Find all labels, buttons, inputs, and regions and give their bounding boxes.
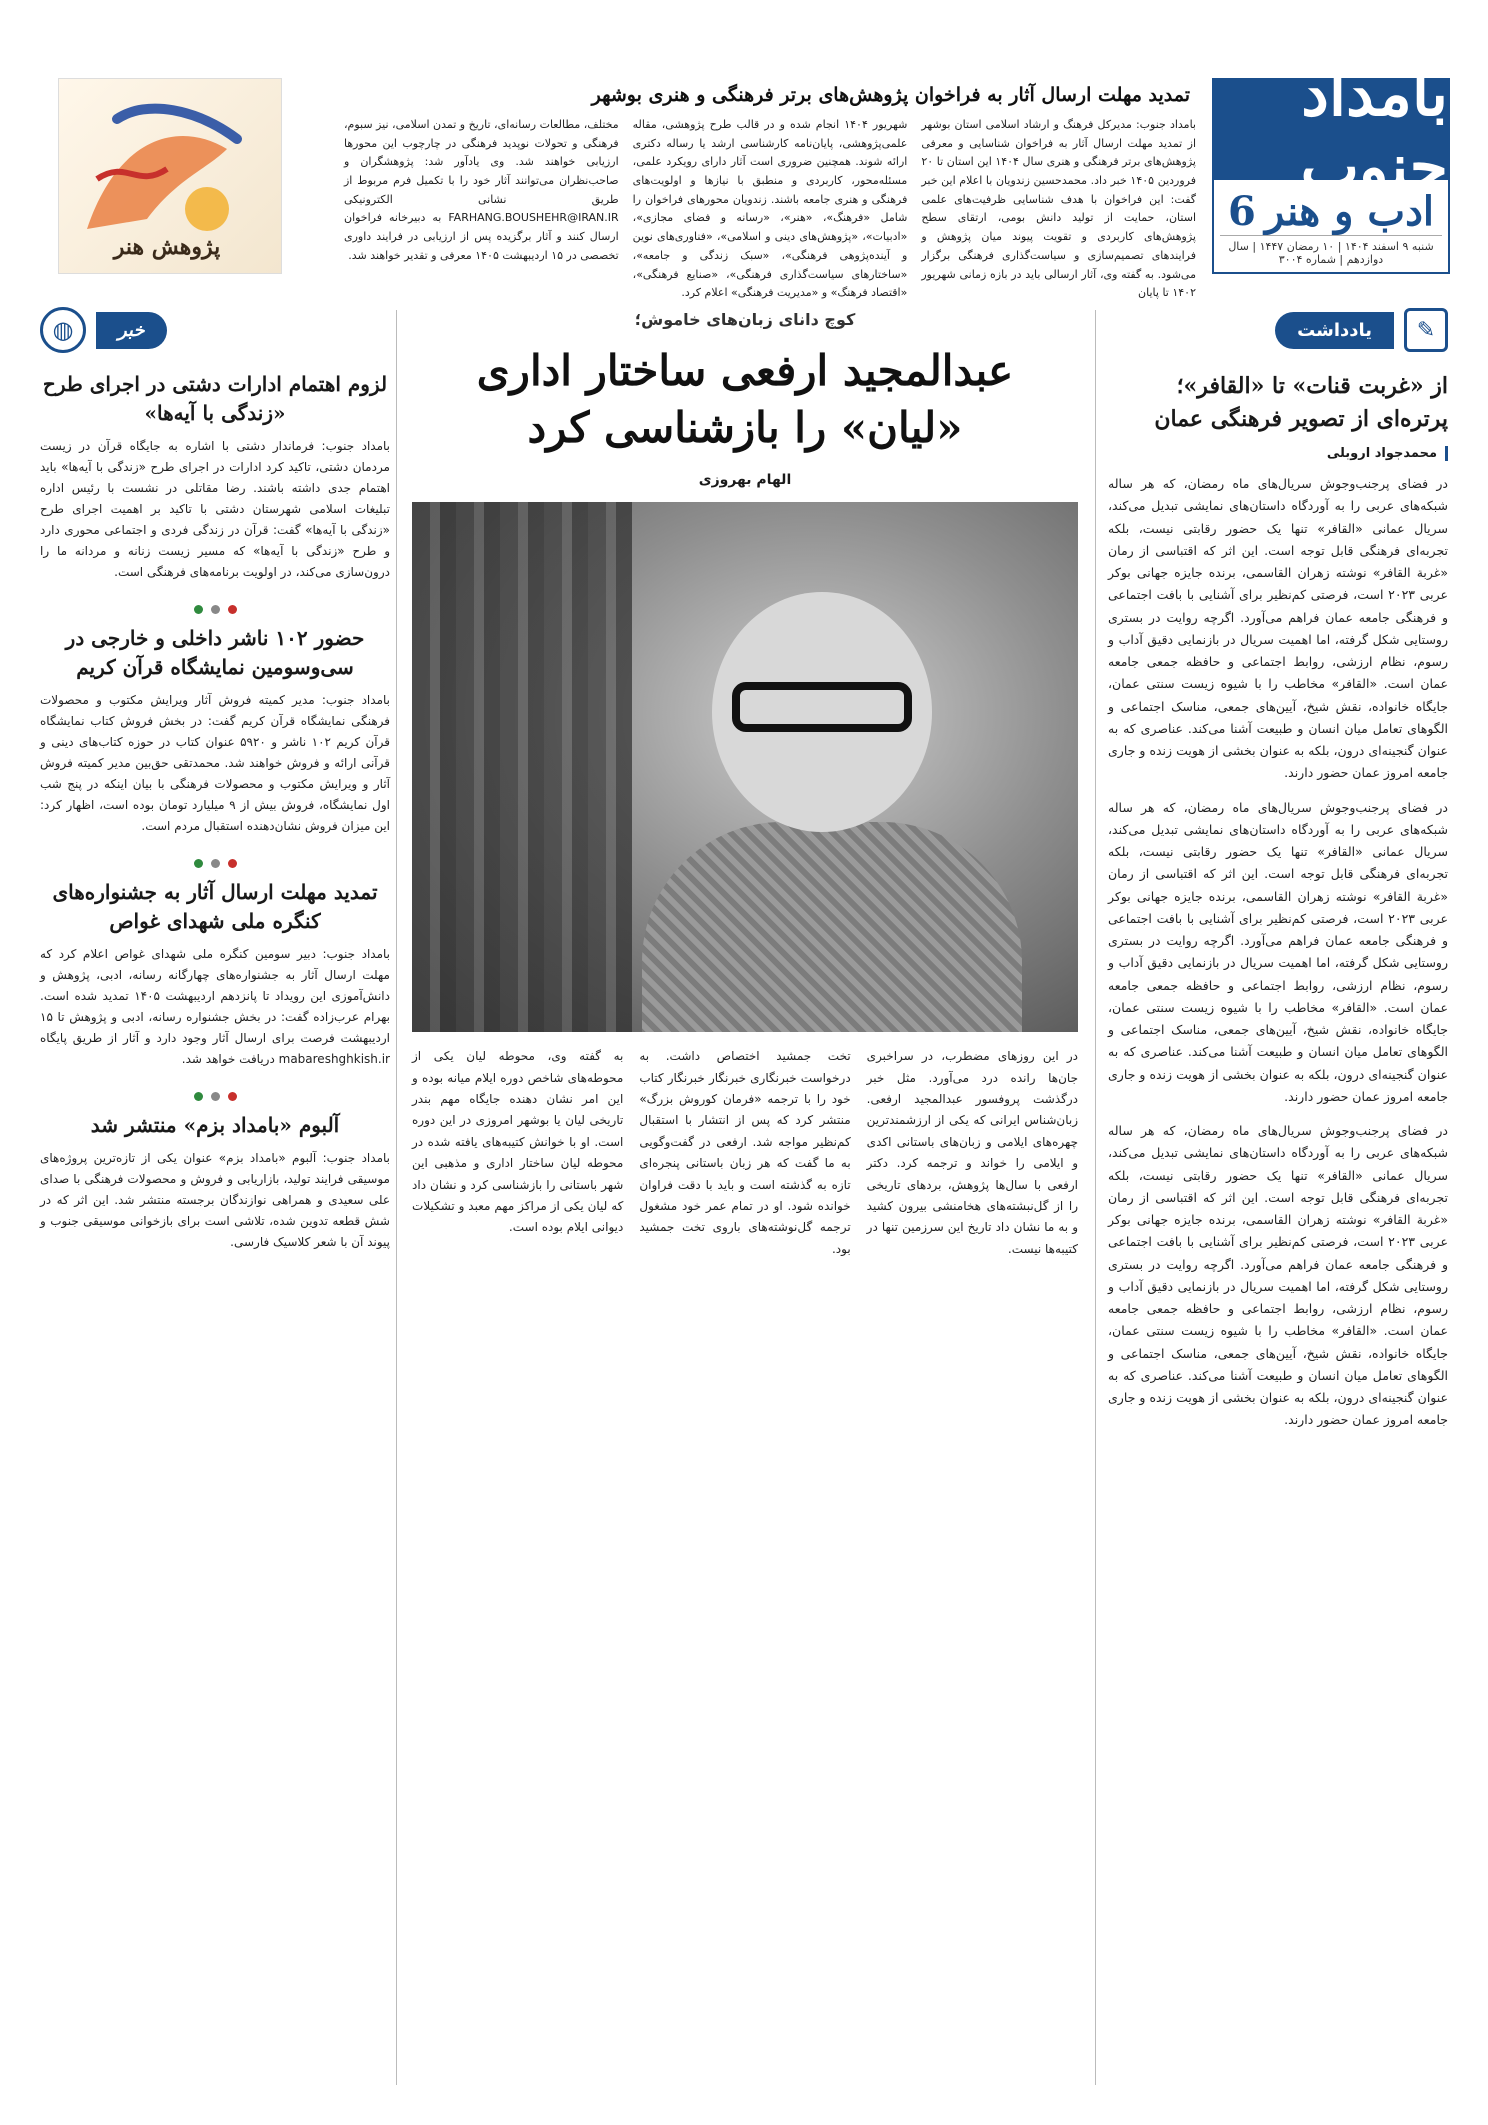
article-kicker: کوچ دانای زبان‌های خاموش؛	[634, 310, 856, 329]
note-section-badge	[1275, 306, 1448, 354]
top-news-col-1: بامداد جنوب: مدیرکل فرهنگ و ارشاد اسلامی استان بوشهر از تمدید مهلت ارسال آثار به فراخوان شناسایی و معرفی پژوهش‌های برتر فرهنگی و هنری سال ۱۴۰۴ این استان تا ۲۰ فروردین ۱۴۰۵ خبر داد. محمدحسین زندویان با اعلام این خبر گفت: این فراخوان با هدف شناسایی ظرفیت‌های علمی استان، حمایت از تولید دانش بومی، ارتقای سطح پژوهش‌های کاربردی و تقویت پیوند میان پژوهش و فرایندهای تصمیم‌سازی و سیاست‌گذاری فرهنگی برگزار می‌شود. به گفته وی، آثار ارسالی باید در بازه زمانی شهریور ۱۴۰۲ تا پایان	[921, 118, 1196, 300]
top-news-title[interactable]: تمدید مهلت ارسال آثار به فراخوان پژوهش‌های برتر فرهنگی و هنری بوشهر	[591, 84, 1190, 106]
opinion-body-cont-2: در فضای پرجنب‌وجوش سریال‌های ماه رمضان، که هر ساله شبکه‌های عربی را به آوردگاه داستان‌های نمایشی تبدیل می‌کند، سریال عمانی «القافر» تنها یک حضور رقابتی نیست، بلکه تجربه‌ای فرهنگی قابل توجه است. این اثر که اقتباسی از رمان «غربة القافر» نوشته زهران القاسمی، برنده جایزه جهانی بوکر عربی ۲۰۲۳ است، فرصتی کم‌نظیر برای آشنایی با بافت اجتماعی و فرهنگی جامعه عمان فراهم می‌آورد. اگرچه روایت در بستری روستایی شکل گرفته، اما اهمیت سریال در بازنمایی دقیق آداب و رسوم، نظام ارزشی، روابط اجتماعی و حافظه جمعی جامعه عمان است. «القافر» مخاطب را با شیوه زیست سنتی عمان، جایگاه خانواده، نقش شیخ، آیین‌های جمعی، مناسک اجتماعی و الگوهای تعامل میان انسان و طبیعت آشنا می‌کند. عناصری که به عنوان گنجینه‌ای درون، بلکه به عنوان بخشی از هویت زنده و جاری جامعه امروز عمان حضور دارند.	[1108, 1123, 1448, 1428]
news-title[interactable]: تمدید مهلت ارسال آثار به جشنواره‌های کنگره ملی شهدای غواص	[52, 880, 378, 933]
article-col-3: به گفته وی، محوطه لیان یکی از محوطه‌های شاخص دوره ایلام میانه بوده و این امر نشان دهنده جایگاه مهم بندر تاریخی لیان یا بوشهر امروزی در این دوره است. او با خوانش کتیبه‌های یافته شده در محوطه لیان ساختار اداری و مذهبی این شهر باستانی را بازشناسی کرد و نشان داد که لیان یکی از مراکز مهم معبد و تشکیلات دیوانی ایلام بوده است.	[412, 1049, 624, 1235]
section-header	[1228, 188, 1434, 235]
page-number: 6	[1228, 188, 1256, 235]
article-col-2: تخت جمشید اختصاص داشت. به درخواست خبرنگاری خبرنگار خبرنگار کتاب خود را با ترجمه «فرمان کوروش بزرگ» منتشر کرد که پس از انتشار با استقبال کم‌نظیر مواجه شد. ارفعی در گفت‌وگویی به ما گفت که هر زبان باستانی پنجره‌ای تازه به گذشته است و باید با دقت فراوان خوانده شود. او در تمام عمر خود مشغول ترجمه گل‌نوشته‌های باروی تخت جمشید بود.	[639, 1049, 851, 1256]
festival-artwork	[58, 78, 282, 274]
news-badge-label[interactable]: خبر	[96, 312, 167, 349]
globe-icon: ◍	[40, 307, 86, 353]
news-item	[40, 1111, 390, 1253]
news-body: بامداد جنوب: مدیر کمیته فروش آثار ویرایش مکتوب و محصولات فرهنگی نمایشگاه قرآن کریم گفت: در بخش فروش کتاب نمایشگاه قرآن کریم ۱۰۲ ناشر و ۵۹۲۰ عنوان کتاب در حوزه کتاب‌های دینی و قرآنی ارائه و فروش خواهند شد. محمدتقی حق‌بین مدیر کمیته فروش آثار و ویرایش مکتوب و محصولات فرهنگی با بیان اینکه در پنج شب اول نمایشگاه، فروش بیش از ۹ میلیارد تومان بوده است، اظهار کرد: این میزان فروش نشان‌دهنده استقبال مردم است.	[40, 693, 391, 833]
photo-subject-glasses	[732, 682, 912, 732]
main-article	[412, 310, 1078, 1260]
opinion-body-cont: در فضای پرجنب‌وجوش سریال‌های ماه رمضان، که هر ساله شبکه‌های عربی را به آوردگاه داستان‌های نمایشی تبدیل می‌کند، سریال عمانی «القافر» تنها یک حضور رقابتی نیست، بلکه تجربه‌ای فرهنگی قابل توجه است. این اثر که اقتباسی از رمان «غربة القافر» نوشته زهران القاسمی، برنده جایزه جهانی بوکر عربی ۲۰۲۳ است، فرصتی کم‌نظیر برای آشنایی با بافت اجتماعی و فرهنگی جامعه عمان فراهم می‌آورد. اگرچه روایت در بستری روستایی شکل گرفته، اما اهمیت سریال در بازنمایی دقیق آداب و رسوم، نظام ارزشی، روابط اجتماعی و حافظه جمعی جامعه عمان است. «القافر» مخاطب را با شیوه زیست سنتی عمان، جایگاه خانواده، نقش شیخ، آیین‌های جمعی، مناسک اجتماعی و الگوهای تعامل میان انسان و طبیعت آشنا می‌کند. عناصری که به عنوان گنجینه‌ای درون، بلکه به عنوان بخشی از هویت زنده و جاری جامعه امروز عمان حضور دارند.	[1108, 799, 1448, 1104]
top-news	[343, 84, 1196, 300]
column-divider	[396, 310, 397, 2085]
opinion-author: محمدجواد اروبلی	[1327, 446, 1448, 461]
top-news-col-3: مختلف، مطالعات رسانه‌ای، تاریخ و تمدن اسلامی، نیز سبوم، فرهنگی و تحولات نوپدید فرهنگی در چارچوب این محورها ارزیابی خواهند شد. وی یادآور شد: پژوهشگران و صاحب‌نظران می‌توانند آثار خود را با تکمیل فرم مربوط از طریق نشانی الکترونیکی FARHANG.BOUSHEHR@IRAN.IR به دبیرخانه فراخوان ارسال کنند و آثار برگزیده پس از ارزیابی در فرایند داوری تخصصی در ۱۵ اردیبهشت ۱۴۰۵ معرفی و تقدیر خواهند شد.	[343, 118, 619, 262]
news-body: بامداد جنوب: آلبوم «بامداد بزم» عنوان یکی از تازه‌ترین پروژه‌های موسیقی فرایند تولید، بازاریابی و فروش و محصولات فرهنگی با صدای علی سعیدی و همراهی نوازندگان برجسته منتشر شد. این اثر که در شش قطعه تدوین شده، تلاشی است برای بازخوانی موسیقی جنوب و پیوند آن با شعر کلاسیک فارسی.	[40, 1151, 390, 1249]
news-item	[40, 624, 390, 837]
news-title[interactable]: لزوم اهتمام ادارات دشتی در اجرای طرح «زندگی با آیه‌ها»	[42, 372, 388, 425]
divider-dots	[40, 605, 390, 614]
note-badge-label[interactable]: یادداشت	[1275, 312, 1394, 349]
masthead	[58, 57, 1450, 300]
news-body: بامداد جنوب: دبیر سومین کنگره ملی شهدای غواص اعلام کرد که مهلت ارسال آثار به جشنواره‌های چهارگانه رسانه، ادبی، پژوهش و دانش‌آموزی این رویداد تا پانزدهم اردیبهشت ۱۴۰۵ تمدید شده است. بهرام عرب‌زاده گفت: در بخش جشنواره رسانه، ادبی و پژوهش تا ۱۵ اردیبهشت فرصت برای ارسال آثار وجود دارد و آثار از طریق پایگاه mabareshghkish.ir دریافت خواهد شد.	[40, 947, 390, 1066]
section-name: ادب و هنر	[1265, 188, 1434, 235]
festival-artwork-graphic	[58, 79, 281, 274]
opinion-body: در فضای پرجنب‌وجوش سریال‌های ماه رمضان، که هر ساله شبکه‌های عربی را به آوردگاه داستان‌های نمایشی تبدیل می‌کند، سریال عمانی «القافر» تنها یک حضور رقابتی نیست، بلکه تجربه‌ای فرهنگی قابل توجه است. این اثر که اقتباسی از رمان «غربة القافر» نوشته زهران القاسمی، برنده جایزه جهانی بوکر عربی ۲۰۲۳ است، فرصتی کم‌نظیر برای آشنایی با بافت اجتماعی و فرهنگی جامعه عمان فراهم می‌آورد. اگرچه روایت در بستری روستایی شکل گرفته، اما اهمیت سریال در بازنمایی دقیق آداب و رسوم، نظام ارزشی، روابط اجتماعی و حافظه جمعی جامعه عمان است. «القافر» مخاطب را با شیوه زیست سنتی عمان، جایگاه خانواده، نقش شیخ، آیین‌های جمعی، مناسک اجتماعی و الگوهای تعامل میان انسان و طبیعت آشنا می‌کند. عناصری که به عنوان گنجینه‌ای درون، بلکه به عنوان بخشی از هویت زنده و جاری جامعه امروز عمان حضور دارند.	[1108, 476, 1448, 781]
opinion-column	[1108, 370, 1448, 1432]
article-author: الهام بهروزی	[698, 472, 792, 489]
newspaper-logo[interactable]: بامداد جنوب	[1214, 80, 1448, 180]
top-news-col-2: شهریور ۱۴۰۴ انجام شده و در قالب طرح پژوهشی، مقاله علمی‌پژوهشی، پایان‌نامه کارشناسی ارشد یا رساله دکتری ارائه شوند. همچنین ضروری است آثار دارای رویکرد علمی، مسئله‌محور، کاربردی و منطبق با نیازها و اولویت‌های فرهنگی و هنری جامعه باشند. زندویان محورهای فراخوان را شامل «فرهنگ»، «هنر»، «رسانه و فضای مجازی»، «ادبیات»، «پژوهش‌های دینی و اسلامی»، «فناوری‌های نوین و آینده‌پژوهی فرهنگی»، «سبک زندگی و جامعه»، «ساختارهای سیاست‌گذاری فرهنگی»، «صنایع فرهنگی»، «اقتصاد فرهنگ» و «مدیریت فرهنگی» اعلام کرد.	[632, 118, 908, 300]
issue-info: شنبه ۹ اسفند ۱۴۰۴ | ۱۰ رمضان ۱۴۴۷ | سال دوازدهم | شماره ۳۰۰۴	[1220, 235, 1442, 266]
news-title[interactable]: حضور ۱۰۲ ناشر داخلی و خارجی در سی‌وسومین نمایشگاه قرآن کریم	[65, 626, 365, 679]
artwork-label: پژوهش هنر	[113, 234, 221, 260]
article-photo	[412, 502, 1078, 1032]
article-col-1: در این روزهای مضطرب، در سراخبری جان‌ها رانده درد می‌آورد. مثل خبر درگذشت پروفسور عبدالمجید ارفعی. زبان‌شناس ایرانی که یکی از ارزشمندترین چهره‌های ایلامی و زبان‌های باستانی اکدی و ایلامی را خواند و ترجمه کرد. دکتر ارفعی با سال‌ها پژوهش، بردهای تاریخی را از گل‌نبشته‌های هخامنشی بیرون کشید و به ما نشان داد تاریخ این سرزمین تنها در کتیبه‌ها نیست.	[866, 1049, 1078, 1256]
divider-dots	[40, 859, 390, 868]
article-headline[interactable]: عبدالمجید ارفعی ساختار اداری «لیان» را بازشناسی کرد	[476, 346, 1014, 452]
opinion-title[interactable]: از «غربت قنات» تا «القافر»؛ پرتره‌ای از تصویر فرهنگی عمان	[1154, 373, 1448, 432]
news-column	[40, 370, 390, 1263]
news-section-badge	[40, 306, 167, 354]
news-item	[40, 370, 390, 583]
column-divider	[1095, 310, 1096, 2085]
photo-subject-shirt	[642, 822, 1022, 1032]
bookshelf-background	[412, 502, 632, 1032]
divider-dots	[40, 1092, 390, 1101]
news-body: بامداد جنوب: فرماندار دشتی با اشاره به جایگاه قرآن در زیست مردمان دشتی، تاکید کرد ادارات در اجرای طرح «زندگی با آیه‌ها» باید اهتمام جدی داشته باشند. رضا مقاتلی در نشست با رئیس اداره تبلیغات اسلامی شهرستان دشتی با تاکید بر اهمیت اجرای طرح «زندگی با آیه‌ها» گفت: قرآن در زندگی فردی و اجتماعی محوری دارد و طرح «زندگی با آیه‌ها» که مسیر زیست زنانه و مردانه ما را درون‌سازی می‌کند، در اولویت برنامه‌های فرهنگی است.	[40, 439, 390, 579]
news-title[interactable]: آلبوم «بامداد بزم» منتشر شد	[90, 1113, 340, 1137]
news-item	[40, 878, 390, 1070]
pen-notebook-icon: ✎	[1404, 308, 1448, 352]
brand-box	[1212, 57, 1450, 274]
